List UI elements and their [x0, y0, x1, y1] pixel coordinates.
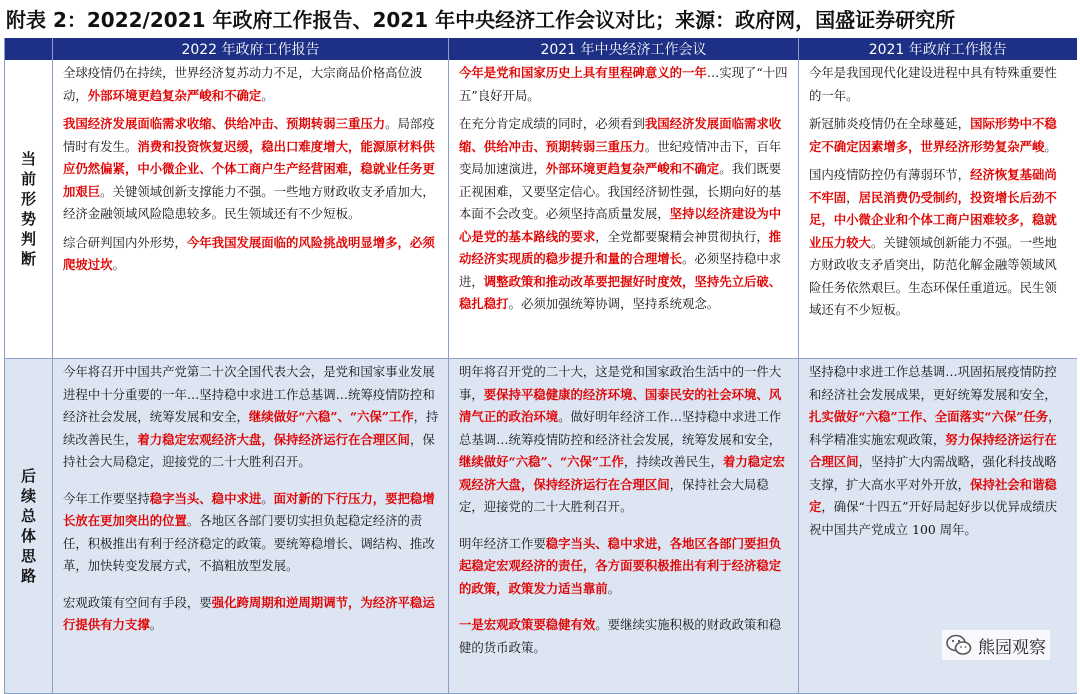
body-text: 。: [1044, 138, 1057, 154]
row-label: 当前形势判断: [5, 60, 53, 359]
highlighted-text: 努力保持经济运行在合理区间: [809, 431, 1057, 469]
row-follow-up-approach: [5, 359, 1077, 694]
body-text: ，保持社会大局稳定，迎接党的二十大胜利召开。: [459, 476, 769, 514]
body-text: 。: [607, 580, 621, 596]
cell: [449, 359, 799, 694]
body-text: 。必须加强统筹协调，坚持系统观念。: [508, 296, 720, 311]
watermark-logo: [942, 630, 1050, 660]
paragraph: [63, 113, 440, 226]
paragraph: [459, 62, 790, 107]
body-text: 。要继续实施积极的财政政策和稳健的货币政策。: [459, 617, 782, 655]
body-text: ，持续改善民生，: [63, 409, 439, 447]
header-2021-cewc: 2021 年中央经济工作会议: [449, 38, 799, 60]
highlighted-text: 一是宏观政策要稳健有效: [459, 617, 596, 632]
highlighted-text: 推动经济实现质的稳步提升和量的合理增长: [459, 228, 782, 266]
paragraph: [63, 62, 440, 107]
body-text: ，保持社会大局稳定，迎接党的二十大胜利召开。: [63, 431, 435, 469]
body-text: ，科学精准实施宏观政策，: [809, 409, 1061, 447]
highlighted-text: 要保持平稳健康的经济环境、国泰民安的社会环境、风清气正的政治环境: [459, 386, 782, 424]
body-text: 。世纪疫情冲击下，百年变局加速演进，: [459, 138, 782, 176]
highlighted-text: 着力稳定宏观经济大盘，保持经济运行在合理区间: [459, 454, 785, 492]
highlighted-text: 需求收缩、供给冲击、预期转弱三重压力: [162, 116, 386, 131]
cell: [53, 359, 449, 694]
body-text: 综合研判国内外形势，: [63, 234, 187, 250]
page-title: 附表 2：2022/2021 年政府工作报告、2021 年中央经济工作会议对比；来源：政府网，国盛证券研究所: [6, 8, 956, 32]
body-text: 今年是我国现代化建设进程中具有特殊重要性的一年。: [809, 65, 1057, 103]
cell: [53, 60, 449, 359]
body-text: …实现了“十四五”良好开局。: [459, 65, 788, 103]
highlighted-text: 稳字当头、稳中求进: [149, 490, 262, 506]
body-text: 。: [112, 257, 125, 272]
body-text: 。关键领域创新支撑能力不强。一些地方财政收支矛盾加大，经济金融领域风险隐患较多。民生领域还有不少短板。: [63, 183, 435, 221]
body-text: 。做好明年经济工作…坚持稳中求进工作总基调…统筹疫情防控和经济社会发展，统筹发展和安全，: [459, 409, 782, 447]
body-text: 。必须坚持稳中求进，: [459, 251, 782, 289]
body-text: 宏观政策有空间有手段，要: [63, 594, 212, 610]
header-row: [5, 38, 1077, 60]
highlighted-text: 外部环境更趋复杂严峻和不确定: [545, 161, 720, 176]
body-text: 今年工作要坚持: [63, 490, 150, 506]
corner-header-cell: [5, 38, 53, 60]
body-text: 全球疫情仍在持续，世界经济复苏动力不足，大宗商品价格高位波动，: [63, 65, 423, 103]
highlighted-text: 我国经济发展面临需求收缩、供给冲击、预期转弱三重压力: [459, 116, 782, 154]
highlighted-text: 着力稳定宏观经济大盘，保持经济运行在合理区间: [137, 431, 410, 447]
body-text: 。: [261, 87, 274, 103]
highlighted-text: 继续做好“六稳”、“六保”工作: [248, 409, 414, 424]
highlighted-text: 外部环境更趋复杂严峻和不确定: [87, 87, 262, 103]
wechat-icon: [946, 634, 972, 656]
paragraph: [63, 232, 440, 277]
paragraph: [459, 113, 790, 316]
body-text: 明年将召开党的二十大，这是党和国家政治生活中的一件大事，: [459, 364, 782, 402]
header-2021-gov-report: 2021 年政府工作报告: [799, 38, 1077, 60]
paragraph: [809, 164, 1069, 322]
highlighted-text: 扎实做好“六稳”工作、全面落实“六保”任务: [809, 409, 1049, 424]
highlighted-text: 调整政策和推动改革要把握好时度效，坚持先立后破、稳扎稳打: [459, 273, 782, 311]
body-text: 坚持稳中求进工作总基调…巩固拓展疫情防控和经济社会发展成果，更好统筹发展和安全，: [809, 364, 1057, 402]
paragraph: [63, 592, 440, 637]
highlighted-text: 消费和投资恢复迟缓，稳出口难度增大，能源原材料供应仍然偏紧，中小微企业、个体工商户生产经营困难，稳就业任务更加艰巨: [63, 138, 435, 199]
body-text: 在充分肯定成绩的同时，必须看到: [459, 116, 645, 131]
row-current-situation: [5, 60, 1077, 359]
body-text: 。: [149, 617, 163, 632]
body-text: 。关键领域创新能力不强。一些地方财政收支矛盾突出，防范化解金融等领域风险任务依然艰巨。生态环保任重道远。民生领域还有不少短板。: [809, 234, 1057, 317]
comparison-table: [4, 38, 1077, 694]
body-text: ，坚持扩大内需战略，强化科技战略支撑，扩大高水平对外开放，: [809, 454, 1057, 492]
paragraph: [459, 614, 790, 659]
paragraph: [459, 533, 790, 601]
highlighted-text: 强化跨周期和逆周期调节，为经济平稳运行提供有力支撑: [63, 594, 435, 632]
highlighted-text: 今年是党和国家历史上具有里程碑意义的一年: [459, 65, 707, 80]
cell: [799, 60, 1077, 359]
row-label: 后续总体思路: [5, 359, 53, 694]
highlighted-text: 国际形势中不稳定不确定因素增多，世界经济形势复杂严峻: [809, 116, 1057, 154]
highlighted-text: 继续做好“六稳”、“六保”工作: [459, 454, 624, 469]
paragraph: [809, 62, 1069, 107]
body-text: 。: [261, 490, 274, 506]
body-text: 。局部疫情时有发生。: [63, 116, 435, 154]
body-text: 国内疫情防控仍有薄弱环节，: [809, 167, 971, 182]
paragraph: [459, 361, 790, 519]
highlighted-text: 稳字当头、稳中求进，各地区各部门要担负起稳定宏观经济的责任，各方面要积极推出有利于经济稳定的政策，政策发力适当靠前: [459, 535, 782, 596]
body-text: 明年经济工作要: [459, 535, 546, 551]
body-text: 新冠肺炎疫情仍在全球蔓延，: [809, 116, 971, 131]
paragraph: [809, 361, 1069, 541]
body-text: 。各地区各部门要切实担负起稳定经济的责任，积极推出有利于经济稳定的政策。要统筹稳增长、调结构、推改革，加快转变发展方式，不搞粗放型发展。: [63, 513, 435, 573]
body-text: 今年将召开中国共产党第二十次全国代表大会，是党和国家事业发展进程中十分重要的一年…坚持稳中求进工作总基调…统筹疫情防控和经济社会发展，统筹发展和安全，: [63, 364, 435, 424]
highlighted-text: 保持社会和谐稳定: [809, 476, 1057, 514]
header-2022-gov-report: 2022 年政府工作报告: [53, 38, 449, 60]
highlighted-text: 今年我国发展面临的风险挑战明显增多，必须爬坡过坎: [63, 234, 435, 272]
logo-text: 熊园观察: [978, 637, 1046, 658]
highlighted-text: 我国经济发展面临: [63, 116, 163, 131]
paragraph: [63, 488, 440, 578]
highlighted-text: 坚持以经济建设为中心是党的基本路线的要求: [459, 206, 782, 244]
highlighted-text: 面对新的下行压力，要把稳增长放在更加突出的位置: [63, 490, 435, 528]
paragraph: [809, 113, 1069, 158]
body-text: ，全党都要聚精会神贯彻执行，: [595, 228, 769, 244]
body-text: ，: [846, 189, 859, 205]
body-text: 。我们既要正视困难，又要坚定信心。我国经济韧性强，长期向好的基本面不会改变。必须坚持高质量发展，: [459, 161, 782, 221]
body-text: ，确保“十四五”开好局起好步以优异成绩庆祝中国共产党成立 100 周年。: [809, 499, 1058, 537]
highlighted-text: 居民消费仍受制约，投资增长后劲不足，中小微企业和个体工商户困难较多，稳就业压力较大: [809, 189, 1057, 250]
highlighted-text: 经济恢复基础尚不牢固: [809, 167, 1057, 205]
paragraph: [63, 361, 440, 474]
body-text: ，持续改善民生，: [623, 454, 723, 469]
cell: [449, 60, 799, 359]
